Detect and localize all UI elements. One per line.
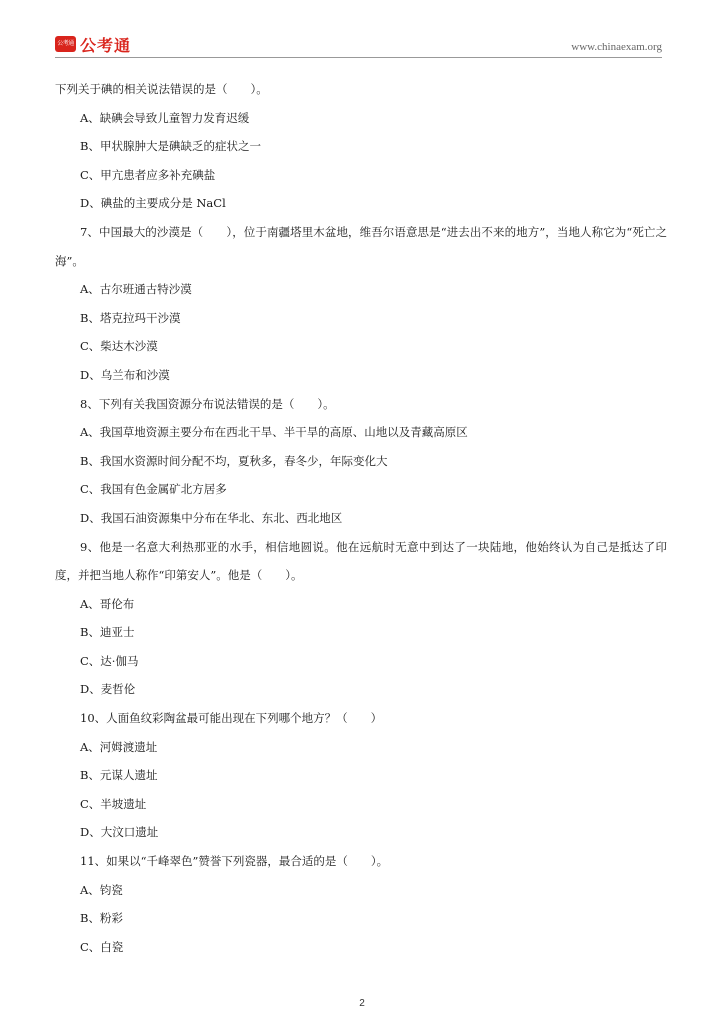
option-c: C、柴达木沙漠 bbox=[80, 339, 158, 354]
question-stem: 7、中国最大的沙漠是（ ），位于南疆塔里木盆地，维吾尔语意思是“进去出不来的地方”，当地人称它为“死亡之海”。 bbox=[55, 224, 667, 268]
option-c: C、白瓷 bbox=[80, 939, 124, 954]
option-b: B、元谋人遗址 bbox=[80, 768, 158, 783]
question-stem: 下列关于碘的相关说法错误的是（ ）。 bbox=[55, 82, 268, 96]
option-b: B、粉彩 bbox=[80, 911, 123, 926]
option-c: C、达·伽马 bbox=[80, 653, 139, 668]
option-d: D、我国石油资源集中分布在华北、东北、西北地区 bbox=[80, 510, 343, 525]
question-stem: 9、他是一名意大利热那亚的水手，相信地圆说。他在远航时无意中到达了一块陆地，他始终认为自己是抵达了印度，并把当地人称作“印第安人”。他是（ ）。 bbox=[55, 539, 667, 583]
option-a: A、哥伦布 bbox=[80, 596, 135, 611]
option-c: C、我国有色金属矿北方居多 bbox=[80, 482, 227, 497]
question-stem: 10、人面鱼纹彩陶盆最可能出现在下列哪个地方？（ ） bbox=[80, 711, 383, 726]
option-d: D、乌兰布和沙漠 bbox=[80, 367, 170, 382]
site-url: www.chinaexam.org bbox=[571, 41, 662, 53]
header-divider bbox=[55, 57, 662, 58]
option-b: B、甲状腺肿大是碘缺乏的症状之一 bbox=[80, 139, 261, 154]
option-b: B、塔克拉玛干沙漠 bbox=[80, 310, 181, 325]
option-d: D、大汶口遗址 bbox=[80, 825, 159, 840]
document-body bbox=[55, 75, 667, 961]
option-a: A、古尔班通古特沙漠 bbox=[80, 282, 192, 297]
option-a: A、我国草地资源主要分布在西北干旱、半干旱的高原、山地以及青藏高原区 bbox=[80, 425, 468, 440]
option-a: A、缺碘会导致儿童智力发育迟缓 bbox=[80, 110, 250, 125]
page-number: 2 bbox=[359, 998, 365, 1009]
option-d: D、麦哲伦 bbox=[80, 682, 136, 697]
option-b: B、我国水资源时间分配不均，夏秋多，春冬少，年际变化大 bbox=[80, 453, 388, 468]
question-stem: 8、下列有关我国资源分布说法错误的是（ ）。 bbox=[80, 396, 335, 411]
page-header bbox=[55, 36, 662, 58]
option-b: B、迪亚士 bbox=[80, 625, 135, 640]
option-c: C、甲亢患者应多补充碘盐 bbox=[80, 167, 216, 182]
logo-icon: 公考通 bbox=[55, 36, 76, 52]
question-stem: 11、如果以“千峰翠色”赞誉下列瓷器，最合适的是（ ）。 bbox=[80, 854, 389, 869]
option-a: A、钧瓷 bbox=[80, 882, 123, 897]
option-d: D、碘盐的主要成分是 NaCl bbox=[80, 196, 226, 211]
option-c: C、半坡遗址 bbox=[80, 796, 147, 811]
logo-text: 公考通 bbox=[80, 36, 132, 55]
option-a: A、河姆渡遗址 bbox=[80, 739, 158, 754]
